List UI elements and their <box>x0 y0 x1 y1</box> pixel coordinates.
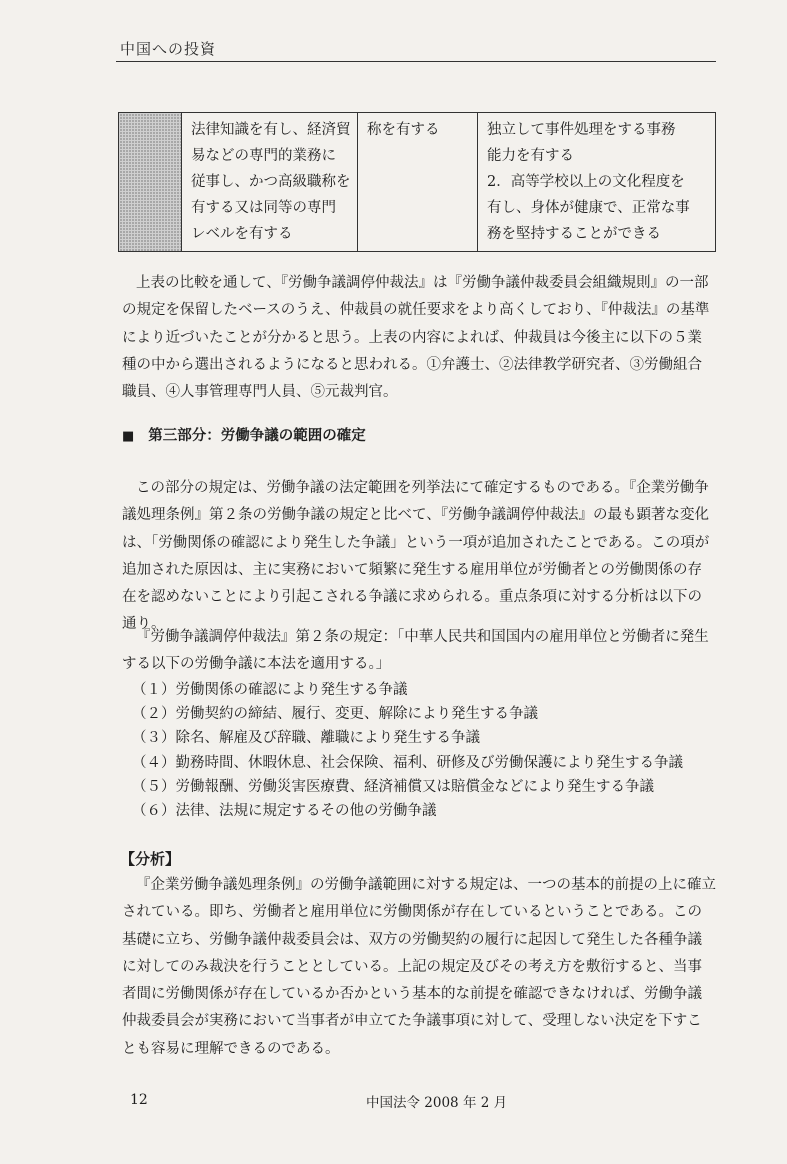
dispute-list <box>132 678 683 823</box>
header-rule <box>116 61 716 62</box>
running-header-title: 中国への投資 <box>120 40 217 58</box>
page-number: 12 <box>130 1092 148 1108</box>
paragraph-table-comparison: 上表の比較を通して、『労働争議調停仲裁法』は『労働争議仲裁委員会組織規則』の一部の規定を保留したベースのうえ、仲裁員の就任要求をより高くしており、『仲裁法』の基準により近づいたことが分かると思う。上表の内容によれば、仲裁員は今後主に以下の５業種の中から選出されるようになると思われる。①弁護士、②法律教学研究者、③労働組合職員、④人事管理専門人員、⑤元裁判官。 <box>122 275 710 401</box>
list-item: （４）勤務時間、休暇休息、社会保険、福利、研修及び労働保護により発生する争議 <box>132 754 683 771</box>
cell-line: レベルを有する <box>191 226 293 242</box>
square-bullet-icon: ■ <box>122 429 135 444</box>
cell-line: 独立して事件処理をする事務 <box>487 122 676 138</box>
paragraph-section-intro: この部分の規定は、労働争議の法定範囲を列挙法にて確定するものである。『企業労働争議処理条例』第２条の労働争議の規定と比べて、『労働争議調停仲裁法』の最も顕著な変化は、「労働関係の確認により発生した争議」という一項が追加されたことである。この項が追加された原因は、主に実務において頻繁に発生する雇用単位が労働者との労働関係の存在を認めないことにより引起こされる争議に求められる。重点条項に対する分析は以下の通り。 <box>122 480 710 633</box>
analysis-heading: 【分析】 <box>120 850 181 868</box>
table-cell-requirements <box>478 113 716 252</box>
cell-line: 従事し、かつ高級職称を <box>191 174 351 190</box>
comparison-table <box>118 112 716 252</box>
list-item: （６）法律、法規に規定するその他の労働争議 <box>132 803 437 820</box>
section-heading <box>122 424 366 445</box>
list-item: （５）労働報酬、労働災害医療費、経済補償又は賠償金などにより発生する争議 <box>132 778 654 795</box>
list-item: （３）除名、解雇及び辞職、離職により発生する争議 <box>132 730 480 747</box>
cell-line: 有する又は同等の専門 <box>191 200 336 216</box>
table-row <box>119 113 716 252</box>
section-title: 第三部分：労働争議の範囲の確定 <box>148 428 366 444</box>
table-cell-qualification <box>182 113 358 252</box>
paragraph-analysis: 『企業労働争議処理条例』の労働争議範囲に対する規定は、一つの基本的前提の上に確立されている。即ち、労働者と雇用単位に労働関係が存在しているということである。この基礎に立ち、労働争議仲裁委員会は、双方の労働契約の履行に起因して発生した各種争議に対してのみ裁決を行うこととしている。上記の規定及びその考え方を敷衍すると、当事者間に労働関係が存在しているか否かという基本的な前提を確認できなければ、労働争議仲裁委員会が実務において当事者が申立てた争議事項に対して、受理しない決定を下すことも容易に理解できるのである。 <box>122 877 716 1057</box>
cell-line: 易などの専門的業務に <box>191 148 336 164</box>
footer-source: 中国法令 2008 年 2 月 <box>366 1095 508 1111</box>
cell-line: 法律知識を有し、経済貿 <box>191 122 351 138</box>
cell-line: 有し、身体が健康で、正常な事 <box>487 200 690 216</box>
table-cell-title <box>358 113 478 252</box>
list-item: （２）労働契約の締結、履行、変更、解除により発生する争議 <box>132 706 538 723</box>
cell-line: 称を有する <box>367 122 440 138</box>
list-item: （１）労働関係の確認により発生する争議 <box>132 682 408 698</box>
shaded-header-cell <box>119 113 182 252</box>
cell-line: 2．高等学校以上の文化程度を <box>487 174 685 190</box>
cell-line: 能力を有する <box>487 148 574 164</box>
paragraph-article-2: 『労働争議調停仲裁法』第２条の規定：「中華人民共和国国内の雇用単位と労働者に発生する以下の労働争議に本法を適用する。」 <box>122 629 709 673</box>
cell-line: 務を堅持することができる <box>487 226 661 242</box>
